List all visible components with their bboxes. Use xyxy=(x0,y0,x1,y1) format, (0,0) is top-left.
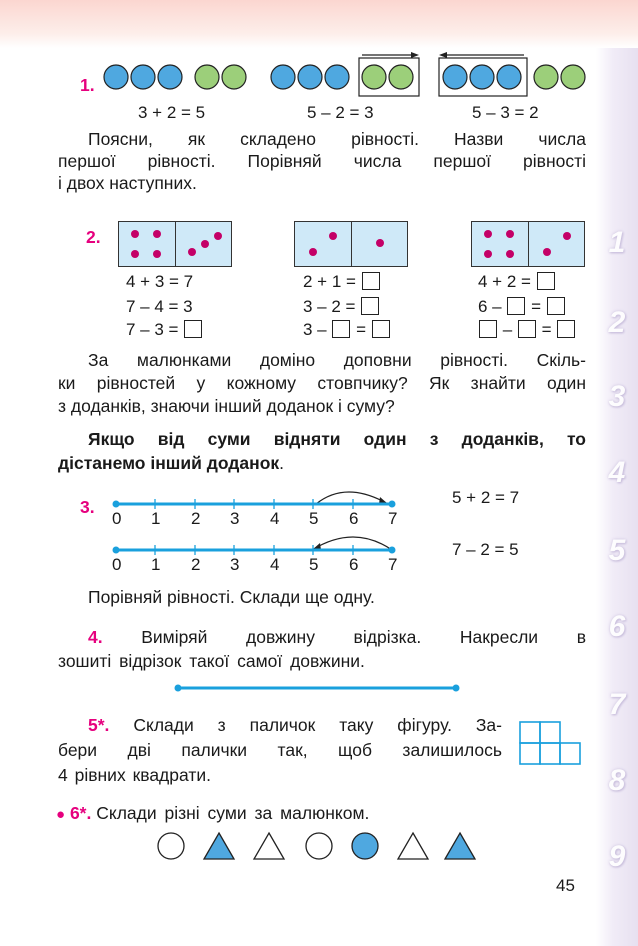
shapes-row xyxy=(155,830,485,862)
shape-triangle-blue xyxy=(445,833,475,859)
exercise-5-text-line: бери дві палички так, щоб залишилось xyxy=(58,740,502,760)
equation: 7 – 2 = 5 xyxy=(452,540,519,559)
shape-circle-empty xyxy=(306,833,332,859)
sticks-figure xyxy=(518,720,588,772)
answer-box[interactable] xyxy=(361,297,379,315)
equation: 2 + 1 = xyxy=(303,272,381,292)
side-digit: 9 xyxy=(608,840,626,873)
shape-triangle-blue xyxy=(204,833,234,859)
answer-box[interactable] xyxy=(372,320,390,338)
tick-label: 5 xyxy=(309,555,319,574)
exercise-1-text-line: Поясни, як складено рівності. Назви числа xyxy=(88,129,586,149)
exercise-2-text-line: ки рівностей у кожному стовпчику? Як знайти один xyxy=(58,373,586,393)
tick-label: 4 xyxy=(270,509,280,528)
tick-label: 7 xyxy=(388,509,398,528)
side-digit: 3 xyxy=(608,380,626,413)
tick-label: 3 xyxy=(230,509,240,528)
exercise-4-number: 4. xyxy=(88,627,103,647)
side-band xyxy=(596,48,638,946)
page-number: 45 xyxy=(556,876,575,895)
exercise-4-text-line: зошиті відрізок такої самої довжини. xyxy=(58,651,365,671)
domino-tile xyxy=(118,221,232,267)
circle-group-3 xyxy=(439,52,585,96)
equation: 5 + 2 = 7 xyxy=(452,488,520,507)
rule-text-line: Якщо від суми відняти один з доданків, то xyxy=(88,429,586,449)
tick-label: 6 xyxy=(349,555,359,574)
exercise-6-line: ● 6*. Склади різні суми за малюнком. xyxy=(56,803,370,823)
circle-group-2 xyxy=(271,52,419,96)
exercise-6-number: 6*. xyxy=(69,803,92,823)
tick-label: 1 xyxy=(151,509,161,528)
answer-box[interactable] xyxy=(479,320,497,338)
shape-circle-empty xyxy=(158,833,184,859)
shape-triangle-empty xyxy=(254,833,284,859)
exercise-1-number: 1. xyxy=(80,75,95,95)
equation: 3 – 2 = xyxy=(303,297,380,317)
circle-group-1 xyxy=(104,65,246,89)
equation: 6 – = xyxy=(478,297,566,317)
answer-box[interactable] xyxy=(518,320,536,338)
bullet-icon: ● xyxy=(56,806,66,823)
top-band xyxy=(0,0,638,48)
circle-groups-illustration xyxy=(100,52,590,102)
domino-half-4 xyxy=(472,222,528,266)
equation: – = xyxy=(478,320,576,340)
domino-half-2 xyxy=(528,222,585,266)
tick-label: 2 xyxy=(191,555,201,574)
equation: 4 + 2 = xyxy=(478,272,556,292)
equation: 4 + 3 = 7 xyxy=(126,272,194,291)
exercise-2-text-line: з доданків, знаючи інший доданок і суму? xyxy=(58,396,395,416)
exercise-3-text: Порівняй рівності. Склади ще одну. xyxy=(88,587,375,607)
tick-label: 7 xyxy=(388,555,398,574)
exercise-1-text-line: першої рівності. Порівняй числа першої рівності xyxy=(58,151,586,171)
side-digit: 2 xyxy=(608,306,626,339)
tick-label: 1 xyxy=(151,555,161,574)
exercise-5-text-line: 4 рівних квадрати. xyxy=(58,765,211,785)
domino-half-2 xyxy=(295,222,351,266)
answer-box[interactable] xyxy=(537,272,555,290)
equation: 3 – = xyxy=(303,320,391,340)
domino-half-1 xyxy=(351,222,408,266)
side-digit: 1 xyxy=(608,226,626,259)
side-digit: 7 xyxy=(608,688,626,721)
tick-label: 0 xyxy=(112,509,122,528)
exercise-5-text-line: 5*. Склади з паличок таку фігуру. За- xyxy=(88,715,502,735)
tick-label: 3 xyxy=(230,555,240,574)
answer-box[interactable] xyxy=(362,272,380,290)
equation: 3 + 2 = 5 xyxy=(138,103,206,122)
domino-half-3 xyxy=(175,222,232,266)
equation: 7 – 3 = xyxy=(126,320,203,340)
shape-triangle-empty xyxy=(398,833,428,859)
rule-text-line: дістанемо інший доданок. xyxy=(58,453,285,473)
answer-box[interactable] xyxy=(332,320,350,338)
tick-label: 2 xyxy=(191,509,201,528)
answer-box[interactable] xyxy=(507,297,525,315)
domino-tile xyxy=(294,221,408,267)
answer-box[interactable] xyxy=(557,320,575,338)
side-digit: 8 xyxy=(608,764,626,797)
side-digit: 5 xyxy=(608,534,626,567)
side-digit: 4 xyxy=(608,456,626,489)
tick-label: 6 xyxy=(349,509,359,528)
equation: 5 – 2 = 3 xyxy=(307,103,374,122)
exercise-1-text-line: і двох наступних. xyxy=(58,173,197,193)
tick-label: 5 xyxy=(309,509,319,528)
exercise-4-text-line: 4. Виміряй довжину відрізка. Накресли в xyxy=(88,627,586,647)
equation: 7 – 4 = 3 xyxy=(126,297,193,316)
exercise-3-number: 3. xyxy=(80,497,95,517)
exercise-5-number: 5*. xyxy=(88,715,110,735)
tick-label: 4 xyxy=(270,555,280,574)
tick-label: 0 xyxy=(112,555,122,574)
answer-box[interactable] xyxy=(184,320,202,338)
side-digit: 6 xyxy=(608,610,626,643)
domino-tile xyxy=(471,221,585,267)
measure-segment xyxy=(170,680,465,696)
shape-circle-blue xyxy=(352,833,378,859)
answer-box[interactable] xyxy=(547,297,565,315)
exercise-2-text-line: За малюнками доміно доповни рівності. Скіль- xyxy=(88,350,586,370)
domino-half-4 xyxy=(119,222,175,266)
equation: 5 – 3 = 2 xyxy=(472,103,539,122)
exercise-2-number: 2. xyxy=(86,227,101,247)
